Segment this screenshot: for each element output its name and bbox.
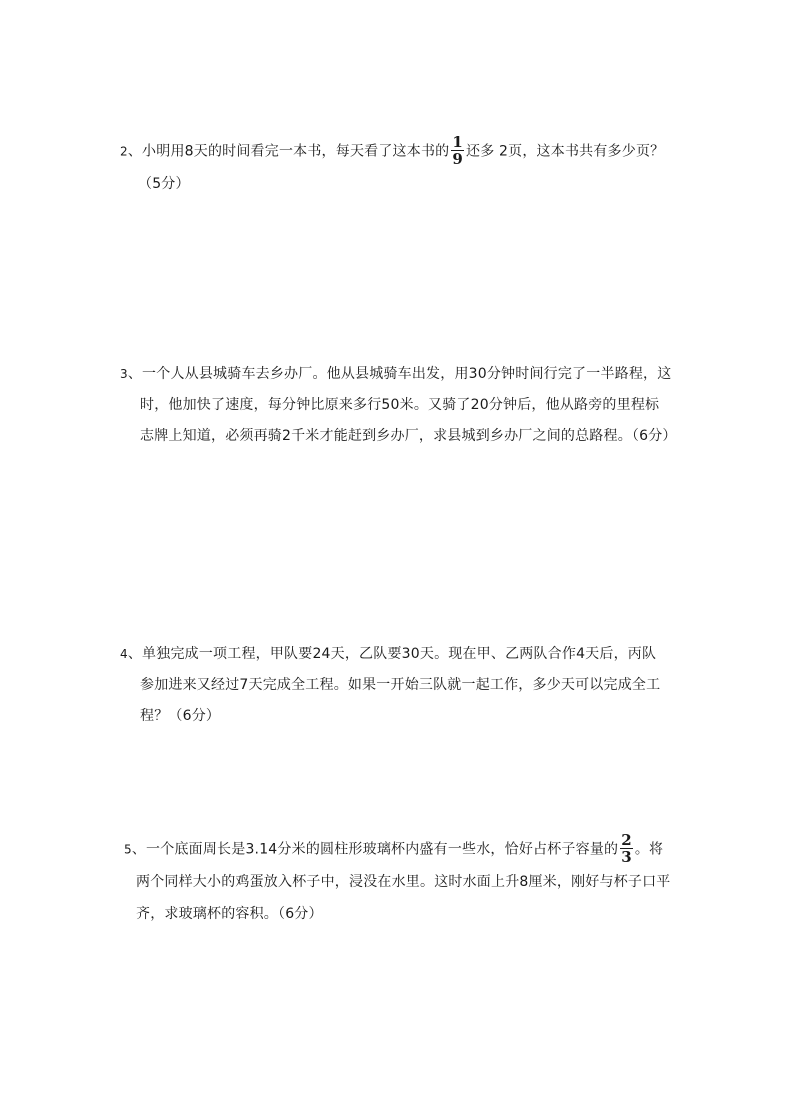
- question-5-fraction: [620, 833, 633, 864]
- question-5-line-2: 两个同样大小的鸡蛋放入杯子中，浸没在水里。这时水面上升8厘米，刚好与杯子口平: [136, 874, 671, 890]
- question-4-line-1: [120, 644, 656, 664]
- question-3-number: 3: [120, 367, 128, 381]
- question-5-text-b: 。将: [634, 841, 664, 858]
- question-4-line-2: 参加进来又经过7天完成全工程。如果一开始三队就一起工作，多少天可以完成全工: [140, 677, 661, 693]
- question-4-line-3: 程？（6分）: [140, 708, 221, 724]
- question-3-line-2: 时，他加快了速度，每分钟比原来多行50米。又骑了20分钟后，他从路旁的里程标: [140, 397, 660, 413]
- question-2-fraction-numerator: 1: [452, 133, 463, 151]
- question-5-fraction-numerator: 2: [621, 831, 632, 849]
- question-4-number: 4: [120, 647, 128, 661]
- question-2-line-1: [120, 133, 665, 168]
- question-3-line-1: [120, 364, 671, 384]
- question-2-fraction: [451, 135, 464, 166]
- question-5-fraction-denominator: 3: [621, 848, 632, 866]
- question-2-text-b: 还多 2页，这本书共有多少页？: [466, 143, 665, 160]
- question-5-line-1: [124, 831, 664, 866]
- question-3-text-1: 、一个人从县城骑车去乡办厂。他从县城骑车出发，用30分钟时间行完了一半路程，这: [127, 366, 672, 382]
- question-2-score: （5分）: [138, 176, 190, 192]
- question-5-text-a: 、一个底面周长是3.14分米的圆柱形玻璃杯内盛有一些水，恰好占杯子容量的: [131, 841, 619, 858]
- question-2-fraction-denominator: 9: [452, 150, 463, 168]
- question-3-line-3: 志牌上知道，必须再骑2千米才能赶到乡办厂，求县城到乡办厂之间的总路程。（6分）: [140, 428, 677, 444]
- question-4-text-1: 、单独完成一项工程，甲队要24天，乙队要30天。现在甲、乙两队合作4天后，丙队: [127, 646, 657, 662]
- question-5-number: 5: [124, 842, 132, 857]
- question-5-line-3: 齐，求玻璃杯的容积。（6分）: [136, 906, 323, 922]
- question-2-text-a: 、小明用8天的时间看完一本书，每天看了这本书的: [127, 143, 450, 160]
- question-2-number: 2: [120, 144, 128, 159]
